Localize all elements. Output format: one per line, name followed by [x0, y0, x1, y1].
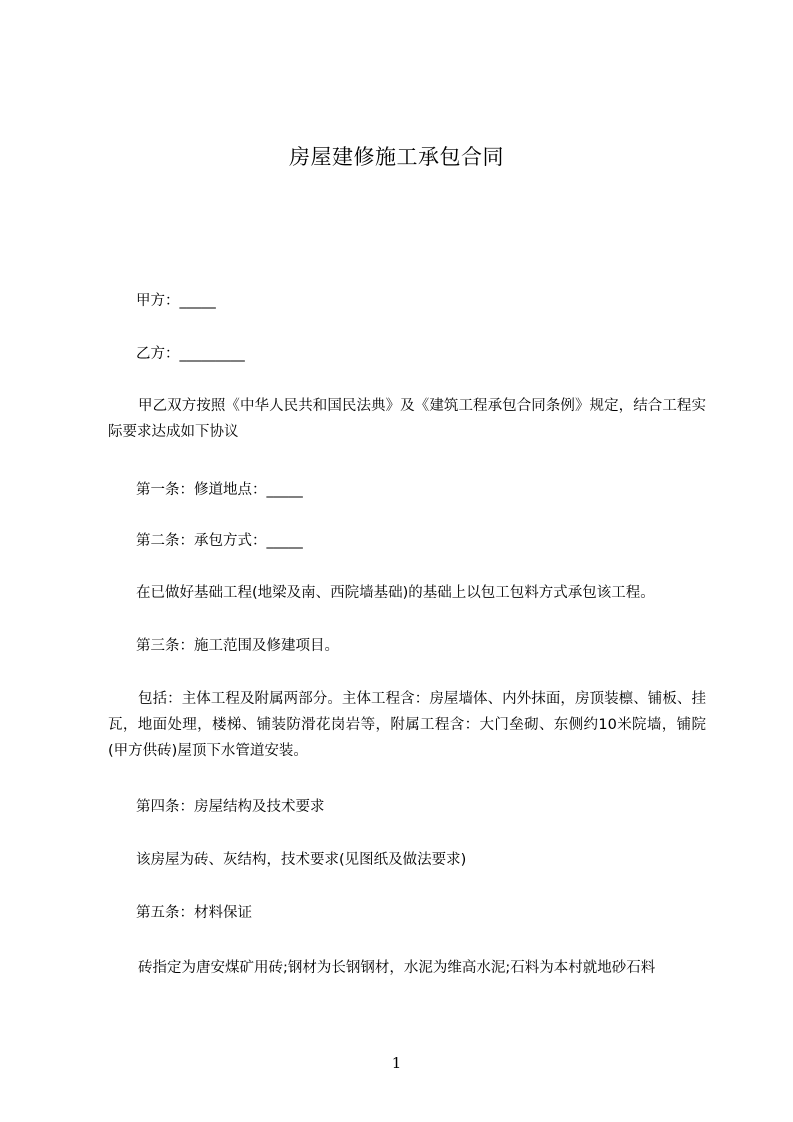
preamble-paragraph: 甲乙双方按照《中华人民共和国民法典》及《建筑工程承包合同条例》规定，结合工程实际要求达成如下协议 [108, 398, 706, 440]
article-3-heading: 第三条：施工范围及修建项目。 [136, 638, 339, 654]
article-2-heading: 第二条：承包方式：_____ [136, 533, 303, 549]
document-title: 房屋建修施工承包合同 [289, 145, 504, 169]
article-4-heading: 第四条：房屋结构及技术要求 [136, 799, 325, 815]
article-5-heading: 第五条：材料保证 [136, 905, 252, 921]
party-b-line: 乙方：_________ [136, 346, 245, 362]
article-5-body: 砖指定为唐安煤矿用砖;钢材为长钢钢材，水泥为维高水泥;石料为本村就地砂石料 [138, 960, 656, 976]
article-1-heading: 第一条：修道地点：_____ [136, 482, 303, 498]
article-4-body: 该房屋为砖、灰结构，技术要求(见图纸及做法要求) [136, 852, 467, 868]
article-3-body: 包括：主体工程及附属两部分。主体工程含：房屋墙体、内外抹面，房顶装檩、铺板、挂瓦，地面处理，楼梯、铺装防滑花岗岩等，附属工程含：大门垒砌、东侧约10米院墙，铺院(甲方供砖)屋顶下水管道安装。 [108, 691, 706, 759]
party-a-line: 甲方：_____ [136, 293, 216, 309]
page-number: 1 [391, 1054, 402, 1072]
article-2-body: 在已做好基础工程(地梁及南、西院墙基础)的基础上以包工包料方式承包该工程。 [136, 585, 655, 601]
